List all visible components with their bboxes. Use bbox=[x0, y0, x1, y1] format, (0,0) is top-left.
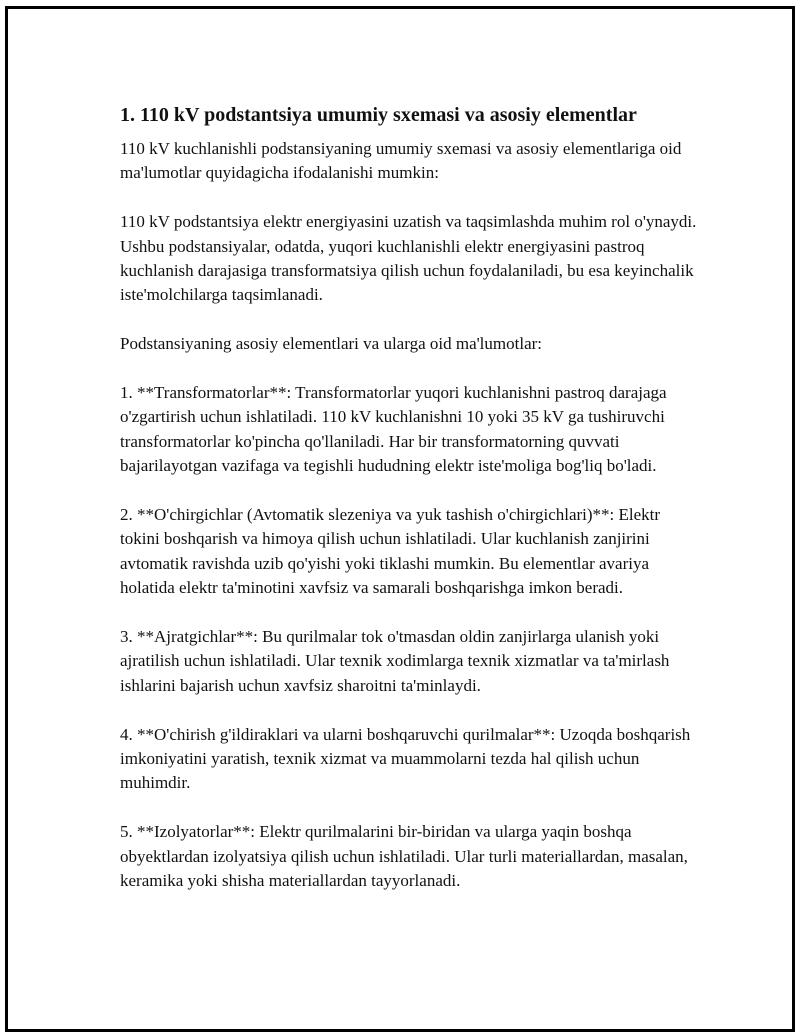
list-item-ajratgichlar: 3. **Ajratgichlar**: Bu qurilmalar tok o'tmasdan oldin zanjirlarga ulanish yoki ajratilish uchun ishlatiladi. Ular texnik xodimlarga texnik xizmatlar va ta'mirlash ishlarini bajarish uchun xavfsiz sharoitni ta'minlaydi. bbox=[120, 627, 670, 695]
list-item-izolyatorlar: 5. **Izolyatorlar**: Elektr qurilmalarini bir-biridan va ularga yaqin boshqa obyektlardan izolyatsiya qilish uchun ishlatiladi. Ular turli materiallardan, masalan, keramika yoki shisha materiallardan tayyorlanadi. bbox=[120, 822, 688, 891]
document-title: 1. 110 kV podstantsiya umumiy sxemasi va asosiy elementlar bbox=[120, 104, 637, 126]
list-item-transformatorlar: 1. **Transformatorlar**: Transformatorlar yuqori kuchlanishni pastroq darajaga o'zgartirish uchun ishlatiladi. 110 kV kuchlanishni 10 yoki 35 kV ga tushiruvchi transformatorlar ko'pincha qo'llaniladi. Har bir transformatorning quvvati bajarilayotgan vazifaga va tegishli hududning elektr iste'moliga bog'liq bo'ladi. bbox=[120, 383, 667, 476]
paragraph-elements-heading: Podstansiyaning asosiy elementlari va ularga oid ma'lumotlar: bbox=[120, 334, 542, 354]
list-item-ochirgichlar: 2. **O'chirgichlar (Avtomatik slezeniya va yuk tashish o'chirgichlari)**: Elektr tokini boshqarish va himoya qilish uchun ishlatiladi. Ular kuchlanish zanjirini avtomatik ravishda uzib qo'yishi yoki tiklashi mumkin. Bu elementlar avariya holatida elektr ta'minotini xavfsiz va samarali boshqarishga imkon beradi. bbox=[120, 505, 661, 598]
document-body bbox=[120, 101, 700, 918]
paragraph-intro: 110 kV kuchlanishli podstansiyaning umumiy sxemasi va asosiy elementlariga oid ma'lumotlar quyidagicha ifodalanishi mumkin: bbox=[120, 139, 682, 183]
paragraph-overview: 110 kV podstantsiya elektr energiyasini uzatish va taqsimlashda muhim rol o'ynaydi. Ushbu podstansiyalar, odatda, yuqori kuchlanishli elektr energiyasini pastroq kuchlanish darajasiga transformatsiya qilish uchun foydalaniladi, bu esa keyinchalik iste'molchilarga taqsimlanadi. bbox=[120, 212, 697, 305]
page-frame bbox=[5, 6, 795, 1032]
list-item-ochirish-gildiraklari: 4. **O'chirish g'ildiraklari va ularni boshqaruvchi qurilmalar**: Uzoqda boshqarish imkoniyatini yaratish, texnik xizmat va muammolarni tezda hal qilish uchun muhimdir. bbox=[120, 724, 691, 793]
